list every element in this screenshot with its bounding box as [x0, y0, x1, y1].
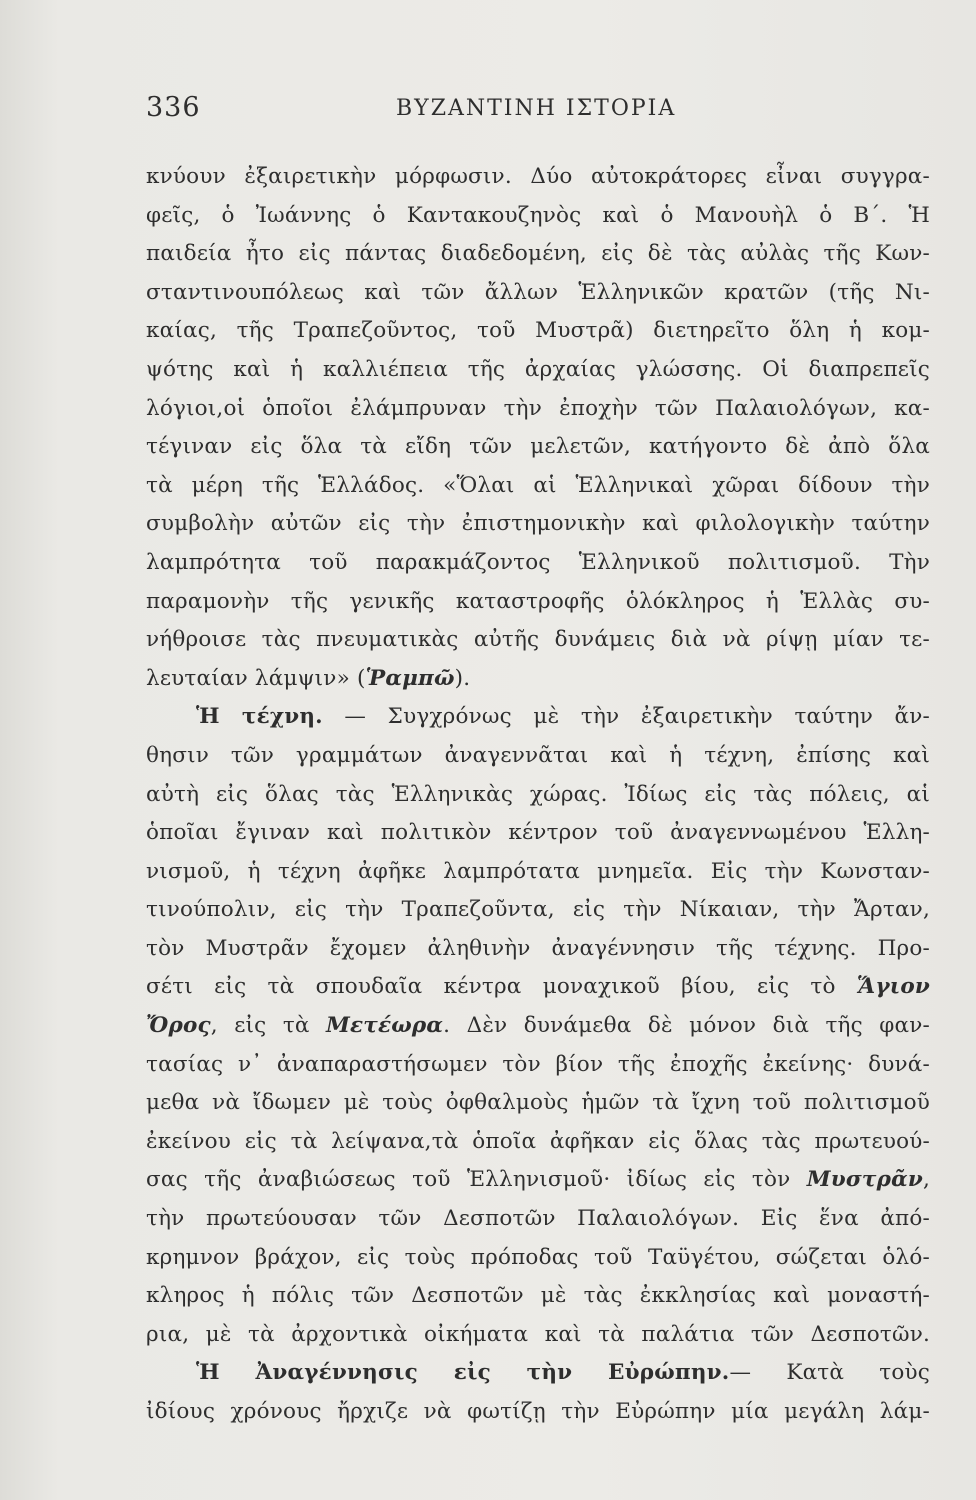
- line-text: λόγιοι,οἱ ὁποῖοι ἐλάμπρυναν τὴν ἐποχὴν τῶν Παλαιολόγων, κα-: [146, 395, 930, 421]
- text-line: [146, 583, 930, 622]
- text-line: [146, 1277, 930, 1316]
- text-line: [146, 814, 930, 853]
- text-line: [146, 853, 930, 892]
- line-text: — Κατὰ τοὺς: [729, 1360, 930, 1386]
- line-text: σέτι εἰς τὰ σπουδαῖα κέντρα μοναχικοῦ βίου, εἰς τὸ: [146, 974, 857, 1000]
- line-text: ).: [454, 665, 471, 691]
- line-text: παιδεία ἦτο εἰς πάντας διαδεδομένη, εἰς δὲ τὰς αὐλὰς τῆς Κων-: [146, 241, 930, 267]
- line-text: τὰ μέρη τῆς Ἑλλάδος. «Ὅλαι αἱ Ἑλληνικαὶ χῶραι δίδουν τὴν: [146, 472, 930, 498]
- line-text: τινούπολιν, εἰς τὴν Τραπεζοῦντα, εἰς τὴν Νίκαιαν, τὴν Ἄρταν,: [146, 897, 930, 923]
- line-text: σταντινουπόλεως καὶ τῶν ἄλλων Ἑλληνικῶν κρατῶν (τῆς Νι-: [146, 279, 930, 305]
- text-line: [146, 428, 930, 467]
- text-line: [146, 467, 930, 506]
- emphasized-text: Ῥαμπῶ: [365, 665, 455, 691]
- emphasized-text: Μετέωρα: [326, 1013, 444, 1039]
- line-text: λευταίαν λάμψιν» (: [146, 665, 366, 691]
- line-text: ,: [922, 1167, 930, 1193]
- text-line: [146, 274, 930, 313]
- text-line: [146, 776, 930, 815]
- line-text: ὁποῖαι ἔγιναν καὶ πολιτικὸν κέντρον τοῦ ἀναγεννωμένου Ἑλλη-: [146, 820, 930, 846]
- line-text: συμβολὴν αὐτῶν εἰς τὴν ἐπιστημονικὴν καὶ φιλολογικὴν ταύτην: [146, 511, 930, 537]
- text-line: [146, 930, 930, 969]
- line-text: αὐτὴ εἰς ὅλας τὰς Ἑλληνικὰς χώρας. Ἰδίως εἰς τὰς πόλεις, αἱ: [146, 781, 930, 807]
- emphasized-text: Ἅγιον: [856, 974, 930, 1000]
- line-text: ἰδίους χρόνους ἤρχιζε νὰ φωτίζῃ τὴν Εὐρώπην μία μεγάλη λάμ-: [146, 1399, 930, 1424]
- line-text: τὸν Μυστρᾶν ἔχομεν ἀληθινὴν ἀναγέννησιν τῆς τέχνης. Προ-: [146, 935, 930, 961]
- line-text: φεῖς, ὁ Ἰωάννης ὁ Καντακουζηνὸς καὶ ὁ Μανουὴλ ὁ Β΄. Ἡ: [146, 202, 930, 228]
- text-line: [146, 235, 930, 274]
- text-line: [146, 1393, 930, 1432]
- page-header: [146, 92, 926, 132]
- line-text: νισμοῦ, ἡ τέχνη ἀφῆκε λαμπρότατα μνημεῖα. Εἰς τὴν Κωνσταν-: [146, 858, 930, 884]
- text-line: [146, 660, 930, 699]
- text-line: [146, 621, 930, 660]
- section-heading: Ἡ Ἀναγέννησις εἰς τὴν Εὐρώπην.: [196, 1360, 730, 1386]
- text-line: [146, 1316, 930, 1355]
- text-line: [146, 1007, 930, 1046]
- line-text: λαμπρότητα τοῦ παρακμάζοντος Ἑλληνικοῦ πολιτισμοῦ. Τὴν: [146, 549, 930, 575]
- emphasized-text: Μυστρᾶν: [806, 1167, 923, 1193]
- body-text: [146, 158, 930, 1432]
- line-text: τέγιναν εἰς ὅλα τὰ εἴδη τῶν μελετῶν, κατήγοντο δὲ ἀπὸ ὅλα: [146, 434, 930, 460]
- line-text: ψότης καὶ ἡ καλλιέπεια τῆς ἀρχαίας γλώσσης. Οἱ διαπρεπεῖς: [146, 356, 930, 382]
- page-number: 336: [146, 92, 201, 123]
- text-line: [146, 312, 930, 351]
- line-text: παραμονὴν τῆς γενικῆς καταστροφῆς ὁλόκληρος ἡ Ἑλλὰς συ-: [146, 588, 930, 614]
- line-text: ρια, μὲ τὰ ἀρχοντικὰ οἰκήματα καὶ τὰ παλάτια τῶν Δεσποτῶν.: [146, 1321, 930, 1347]
- line-text: θησιν τῶν γραμμάτων ἀναγεννᾶται καὶ ἡ τέχνη, ἐπίσης καὶ: [146, 742, 930, 768]
- line-text: μεθα νὰ ἴδωμεν μὲ τοὺς ὀφθαλμοὺς ἡμῶν τὰ ἴχνη τοῦ πολιτισμοῦ: [146, 1090, 930, 1116]
- running-head: ΒΥΖΑΝΤΙΝΗ ΙΣΤΟΡΙΑ: [396, 96, 677, 121]
- text-line: [146, 891, 930, 930]
- line-text: νήθροισε τὰς πνευματικὰς αὐτῆς δυνάμεις διὰ νὰ ρίψῃ μίαν τε-: [146, 627, 930, 653]
- line-text: τασίας ν᾿ ἀναπαραστήσωμεν τὸν βίον τῆς ἐποχῆς ἐκείνης· δυνά-: [146, 1051, 930, 1077]
- line-text: κρημνον βράχον, εἰς τοὺς πρόποδας τοῦ Ταϋγέτου, σώζεται ὁλό-: [146, 1244, 930, 1270]
- line-text: σας τῆς ἀναβιώσεως τοῦ Ἑλληνισμοῦ· ἰδίως εἰς τὸν: [146, 1167, 807, 1193]
- text-line: [146, 1123, 930, 1162]
- text-line: [146, 1239, 930, 1278]
- text-line: [146, 351, 930, 390]
- text-line: [146, 505, 930, 544]
- text-line: [146, 737, 930, 776]
- line-text: κληρος ἡ πόλις τῶν Δεσποτῶν μὲ τὰς ἐκκλησίας καὶ μοναστή-: [146, 1283, 930, 1309]
- text-line: [146, 1084, 930, 1123]
- section-heading: Ἡ τέχνη.: [196, 704, 323, 730]
- text-line: [146, 968, 930, 1007]
- text-line: [146, 698, 930, 737]
- line-text: , εἰς τὰ: [210, 1013, 327, 1039]
- text-line: [146, 1354, 930, 1393]
- text-line: [146, 1161, 930, 1200]
- line-text: καίας, τῆς Τραπεζοῦντος, τοῦ Μυστρᾶ) διετηρεῖτο ὅλη ἡ κομ-: [146, 318, 930, 344]
- line-text: τὴν πρωτεύουσαν τῶν Δεσποτῶν Παλαιολόγων. Εἰς ἕνα ἀπό-: [146, 1206, 930, 1232]
- text-line: [146, 390, 930, 429]
- text-line: [146, 197, 930, 236]
- text-line: [146, 158, 930, 197]
- line-text: — Συγχρόνως μὲ τὴν ἐξαιρετικὴν ταύτην ἄν-: [322, 704, 930, 730]
- line-text: ἐκείνου εἰς τὰ λείψανα,τὰ ὁποῖα ἀφῆκαν εἰς ὅλας τὰς πρωτευού-: [146, 1128, 930, 1154]
- text-line: [146, 1046, 930, 1085]
- line-text: . Δὲν δυνάμεθα δὲ μόνον διὰ τῆς φαν-: [443, 1013, 930, 1039]
- line-text: κνύουν ἐξαιρετικὴν μόρφωσιν. Δύο αὐτοκράτορες εἶναι συγγρα-: [146, 164, 930, 189]
- text-line: [146, 544, 930, 583]
- emphasized-text: Ὄρος: [146, 1013, 211, 1039]
- text-line: [146, 1200, 930, 1239]
